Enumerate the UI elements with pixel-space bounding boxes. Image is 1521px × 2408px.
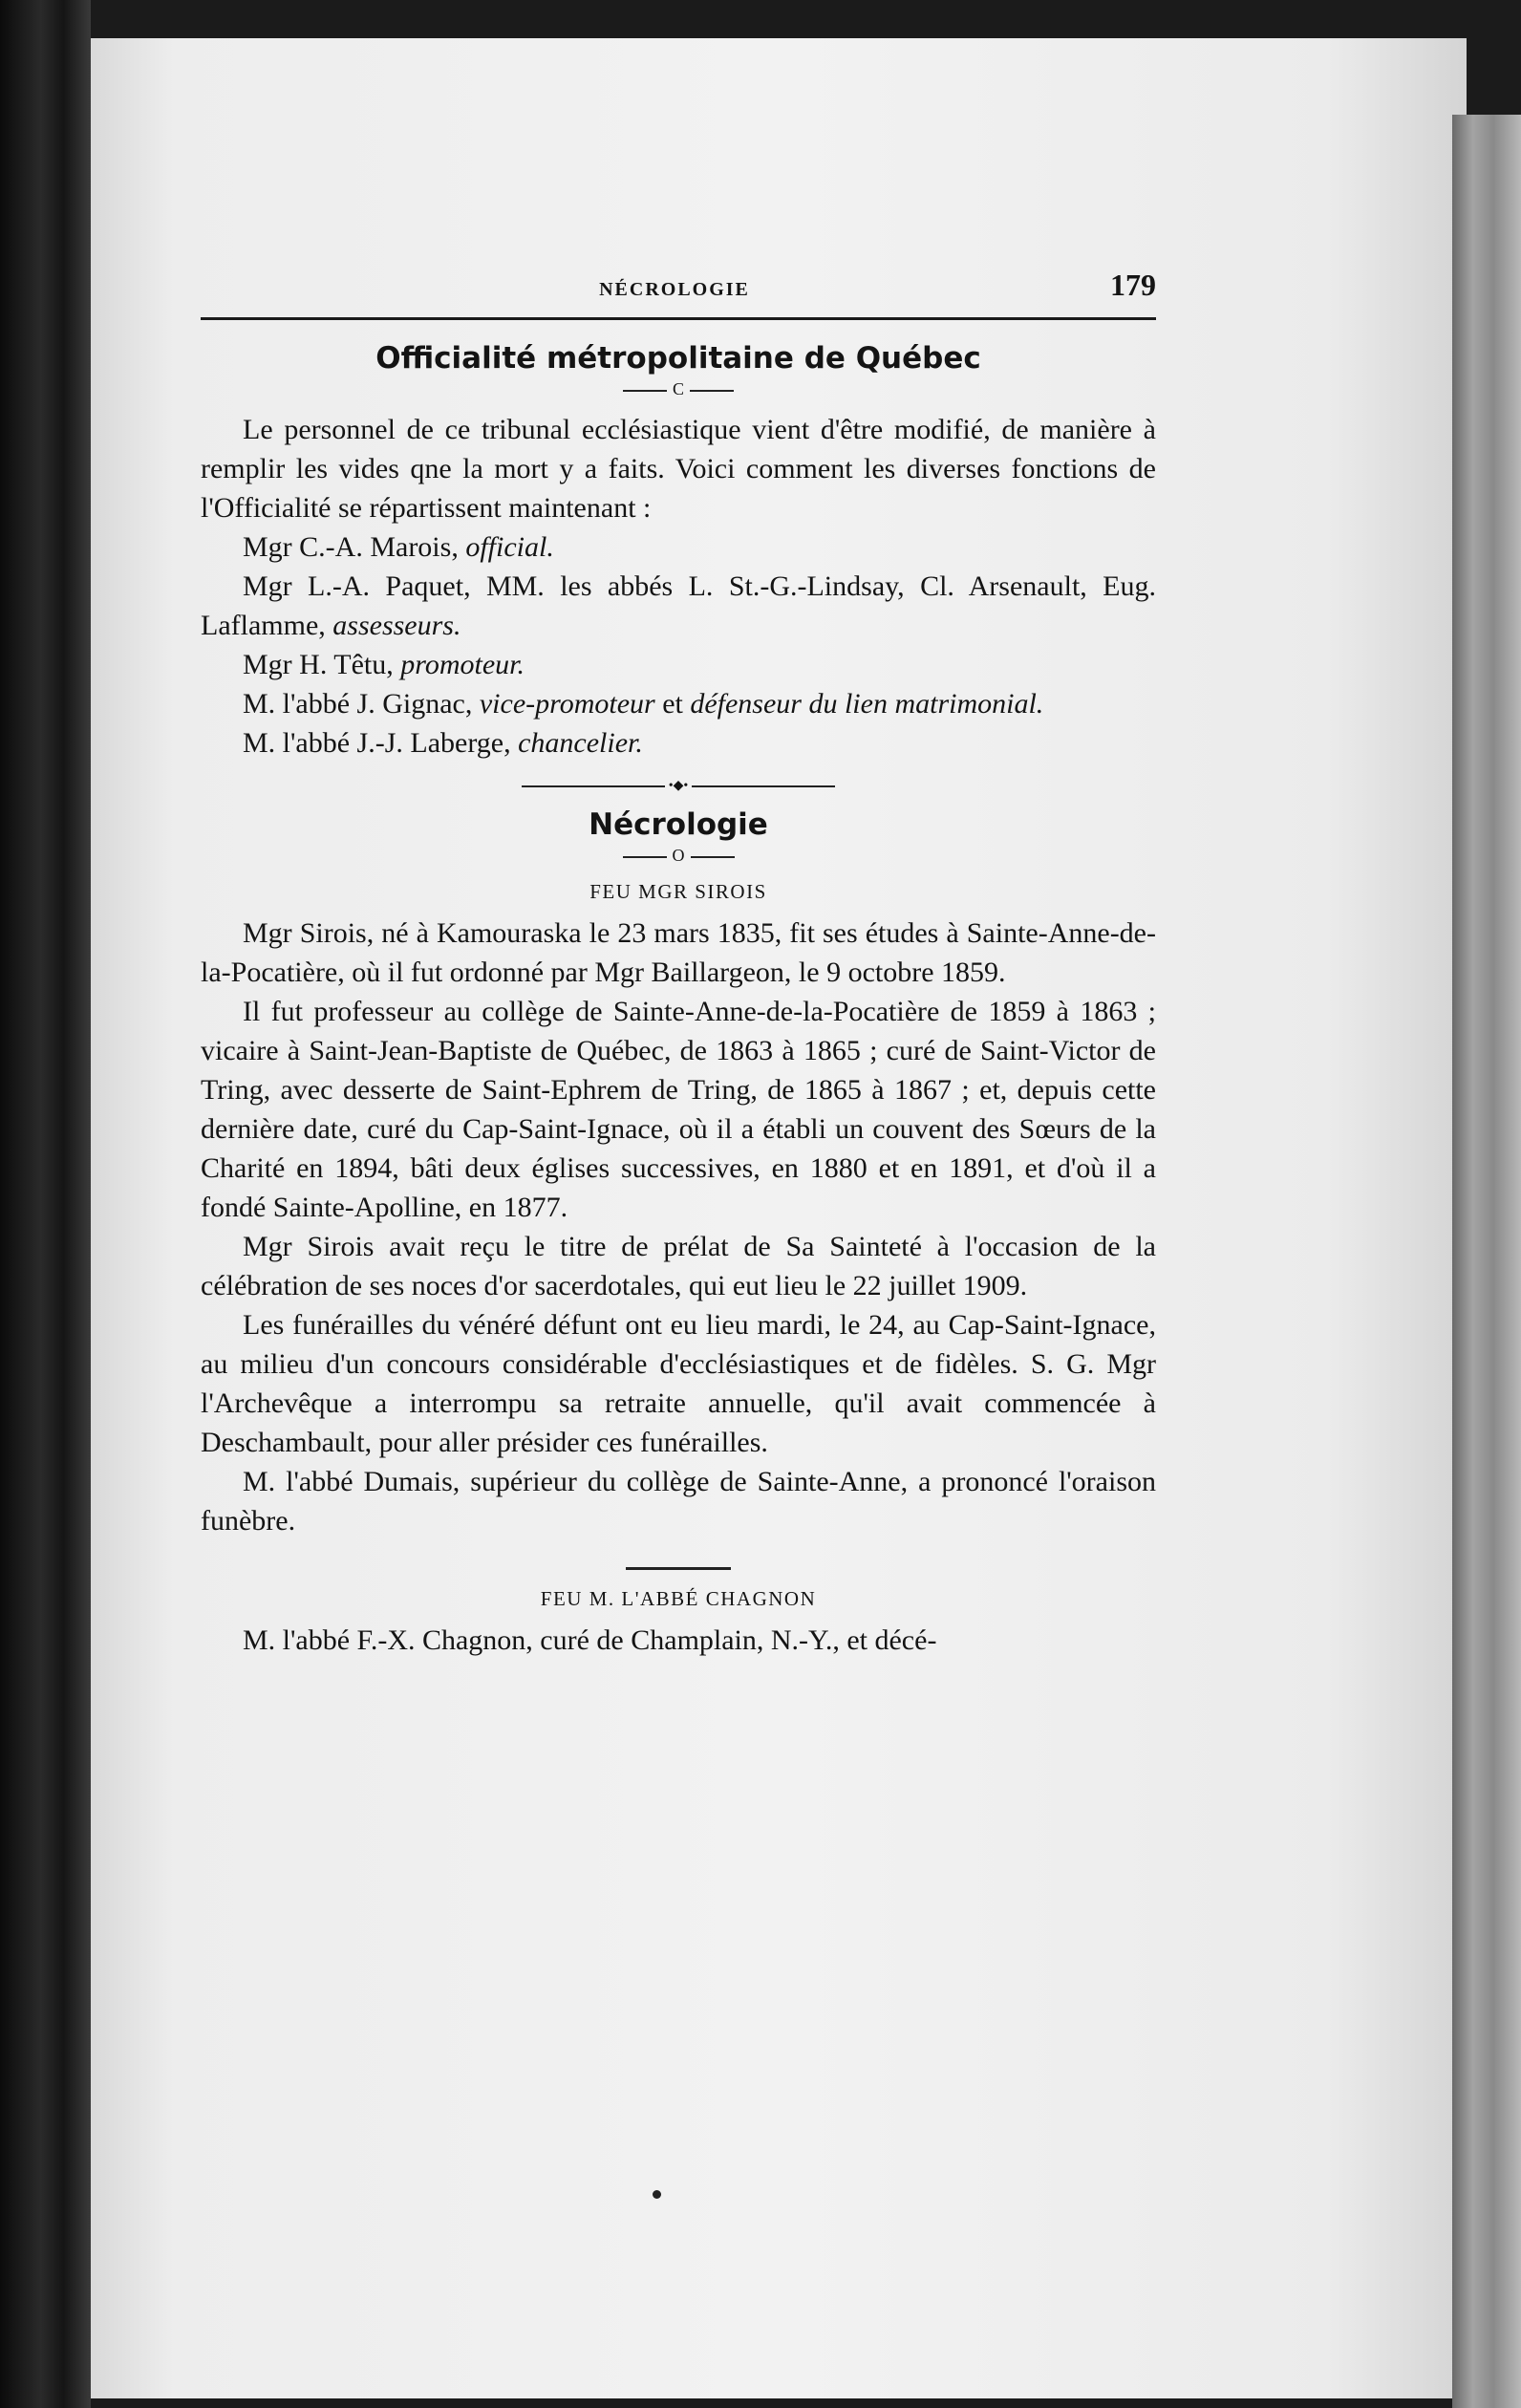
section-mark [201, 377, 1156, 400]
short-rule [626, 1567, 731, 1570]
separator-line-right [692, 785, 835, 787]
page-number: 179 [1110, 268, 1156, 302]
subtitle-chagnon: FEU M. L'ABBÉ CHAGNON [540, 1587, 817, 1610]
paragraph-sirois-2: Il fut professeur au collège de Sainte-Anne-de-la-Pocatière de 1859 à 1863 ; vicaire à Saint-Jean-Baptiste de Québec, de 1863 à 1865 ; curé de Saint-Victor de Tring, avec desserte de Saint-Ephrem de Tring, de 1865 à 1867 ; et, depuis cette dernière date, curé du Cap-Saint-Ignace, où il a établi un couvent des Sœurs de la Charité en 1894, bâti deux églises successives, en 1880 et en 1891, et d'où il a fondé Sainte-Apolline, en 1877. [201, 996, 1156, 1223]
mark-dash-left [623, 856, 667, 858]
paragraph-sirois-1: Mgr Sirois, né à Kamouraska le 23 mars 1835, fit ses études à Sainte-Anne-de-la-Pocatière, où il fut ordonné par Mgr Baillargeon, le 9 octobre 1859. [201, 917, 1156, 988]
intro-paragraph: Le personnel de ce tribunal ecclésiastique vient d'être modifié, de manière à remplir les vides qne la mort y a faits. Voici comment les diverses fonctions de l'Officialité se répartissent maintenant : [201, 414, 1156, 524]
running-header [201, 268, 1156, 320]
section-title-officialite: Officialité métropolitaine de Québec [375, 341, 981, 376]
mark-letter: C [672, 379, 684, 398]
subtitle-sirois: FEU MGR SIROIS [589, 880, 767, 903]
mark-dash-left [623, 390, 667, 392]
paragraph-chagnon-1: M. l'abbé F.-X. Chagnon, curé de Champlain, N.-Y., et décé- [243, 1624, 937, 1656]
page-edge-right [1452, 115, 1521, 2408]
ink-speck [653, 2190, 661, 2199]
paragraph-sirois-4: Les funérailles du vénéré défunt ont eu lieu mardi, le 24, au Cap-Saint-Ignace, au milieu d'un concours considérable d'ecclésiastiques et de fidèles. S. G. Mgr l'Archevêque a interrompu sa retraite annuelle, qu'il avait commencée à Deschambault, pour aller présider ces funérailles. [201, 1309, 1156, 1458]
book-spine-shadow [0, 0, 91, 2408]
entry-laberge: M. l'abbé J.-J. Laberge, chancelier. [243, 727, 643, 759]
paragraph-sirois-5: M. l'abbé Dumais, supérieur du collège de Sainte-Anne, a prononcé l'oraison funèbre. [201, 1466, 1156, 1537]
page-text-block [201, 268, 1156, 1660]
ornament-icon: •◆• [668, 779, 689, 793]
paragraph-sirois-3: Mgr Sirois avait reçu le titre de prélat de Sa Sainteté à l'occasion de la célébration de ses noces d'or sacerdotales, qui eut lieu le 22 juillet 1909. [201, 1231, 1156, 1301]
section-title-necrologie: Nécrologie [589, 807, 768, 842]
running-title: NÉCROLOGIE [599, 279, 750, 300]
mark-letter: O [672, 846, 685, 865]
entry-paquet: Mgr L.-A. Paquet, MM. les abbés L. St.-G.-Lindsay, Cl. Arsenault, Eug. Laflamme, assesseurs. [201, 570, 1156, 641]
entry-gignac: M. l'abbé J. Gignac, vice-promoteur et défenseur du lien matrimonial. [243, 688, 1044, 720]
entry-tetu: Mgr H. Têtu, promoteur. [243, 649, 525, 680]
section-separator [201, 778, 1156, 794]
section-mark-2 [201, 844, 1156, 867]
entry-marois: Mgr C.-A. Marois, official. [243, 531, 554, 563]
separator-line-left [522, 785, 665, 787]
mark-dash-right [690, 390, 734, 392]
mark-dash-right [691, 856, 735, 858]
